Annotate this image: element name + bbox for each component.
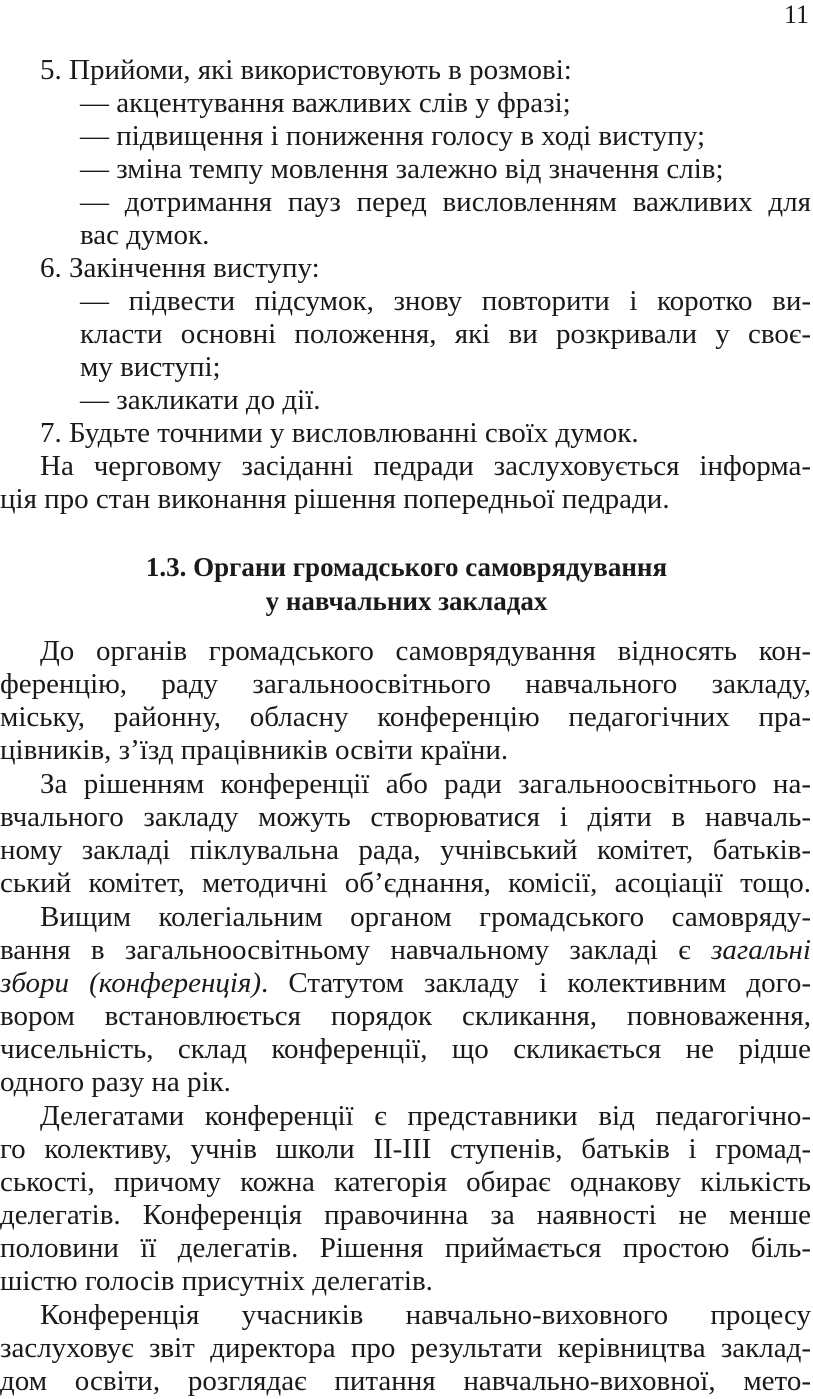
paragraph-line: половини її делегатів. Рішення приймається простою біль- bbox=[0, 1232, 811, 1264]
paragraph-line: ному закладі піклувальна рада, учнівський комітет, батьків- bbox=[0, 834, 811, 866]
paragraph-line: ський комітет, методичні об’єднання, комісії, асоціації тощо. bbox=[0, 867, 811, 899]
text-run: вання в загальноосвітньому навчальному закладі є bbox=[0, 934, 712, 966]
section-heading-line1: 1.3. Органи громадського самоврядування bbox=[145, 552, 668, 582]
list-item-6: 6. Закінчення виступу: bbox=[40, 252, 320, 284]
paragraph-line: На черговому засіданні педради заслуховується інформа- bbox=[40, 450, 811, 482]
paragraph-line: заслуховує звіт директора про результати керівництва заклад- bbox=[0, 1332, 811, 1364]
paragraph-line: го колективу, учнів школи II-III ступенів, батьків і громад- bbox=[0, 1133, 811, 1165]
paragraph-line: одного разу на рік. bbox=[0, 1066, 231, 1098]
paragraph-line bbox=[0, 966, 811, 1000]
paragraph-line: До органів громадського самоврядування відносять кон- bbox=[40, 635, 811, 667]
paragraph-line: вчального закладу можуть створюватися і діяти в навчаль- bbox=[0, 801, 811, 833]
list-subitem-cont: вас думок. bbox=[80, 219, 210, 251]
paragraph-line: міську, районну, обласну конференцію педагогічних пра- bbox=[0, 701, 811, 733]
paragraph-line: вором встановлюється порядок скликання, повноваження, bbox=[0, 1000, 811, 1032]
paragraph-line: делегатів. Конференція правочинна за наявності не менше bbox=[0, 1199, 811, 1231]
paragraph-line bbox=[0, 933, 811, 967]
paragraph-line: За рішенням конференції або ради загальноосвітнього на- bbox=[40, 768, 811, 800]
paragraph-line: чисельність, склад конференції, що скликається не рідше bbox=[0, 1033, 811, 1065]
list-subitem: — дотримання пауз перед висловленням важливих для bbox=[80, 186, 811, 218]
paragraph-line: Вищим колегіальним органом громадського самовряду- bbox=[40, 901, 811, 933]
italic-term: загальні bbox=[711, 934, 811, 966]
paragraph-line: цівників, з’їзд працівників освіти країни. bbox=[0, 734, 509, 766]
paragraph-line: Делегатами конференції є представники від педагогічно- bbox=[40, 1100, 811, 1132]
list-subitem: — акцентування важливих слів у фразі; bbox=[80, 87, 571, 119]
list-subitem: — підвести підсумок, знову повторити і коротко ви- bbox=[80, 285, 811, 317]
page-number: 11 bbox=[783, 0, 809, 29]
paragraph-line: ськості, причому кожна категорія обирає однакову кількість bbox=[0, 1166, 811, 1198]
section-heading-line2: у навчальних закладах bbox=[265, 586, 548, 616]
list-subitem-cont: класти основні положення, які ви розкривали у своє- bbox=[80, 318, 811, 350]
text-run: . Статутом закладу і колективним дого- bbox=[261, 967, 811, 999]
paragraph-line: дом освіти, розглядає питання навчально-виховної, мето- bbox=[0, 1365, 811, 1397]
list-subitem: — зміна темпу мовлення залежно від значення слів; bbox=[80, 153, 724, 185]
italic-term: збори (конференція) bbox=[0, 967, 262, 999]
list-item-7: 7. Будьте точними у висловлюванні своїх думок. bbox=[40, 417, 639, 449]
list-item-5: 5. Прийоми, які використовують в розмові: bbox=[40, 54, 572, 86]
paragraph-line: ференцію, раду загальноосвітнього навчального закладу, bbox=[0, 668, 811, 700]
list-subitem-cont: му виступі; bbox=[80, 351, 221, 383]
paragraph-line: шістю голосів присутніх делегатів. bbox=[0, 1265, 433, 1297]
paragraph-line: Конференція учасників навчально-виховного процесу bbox=[40, 1299, 811, 1331]
list-subitem: — підвищення і пониження голосу в ході виступу; bbox=[80, 120, 706, 152]
list-subitem: — закликати до дії. bbox=[80, 384, 321, 416]
paragraph-line: ція про стан виконання рішення попередньої педради. bbox=[0, 483, 670, 515]
